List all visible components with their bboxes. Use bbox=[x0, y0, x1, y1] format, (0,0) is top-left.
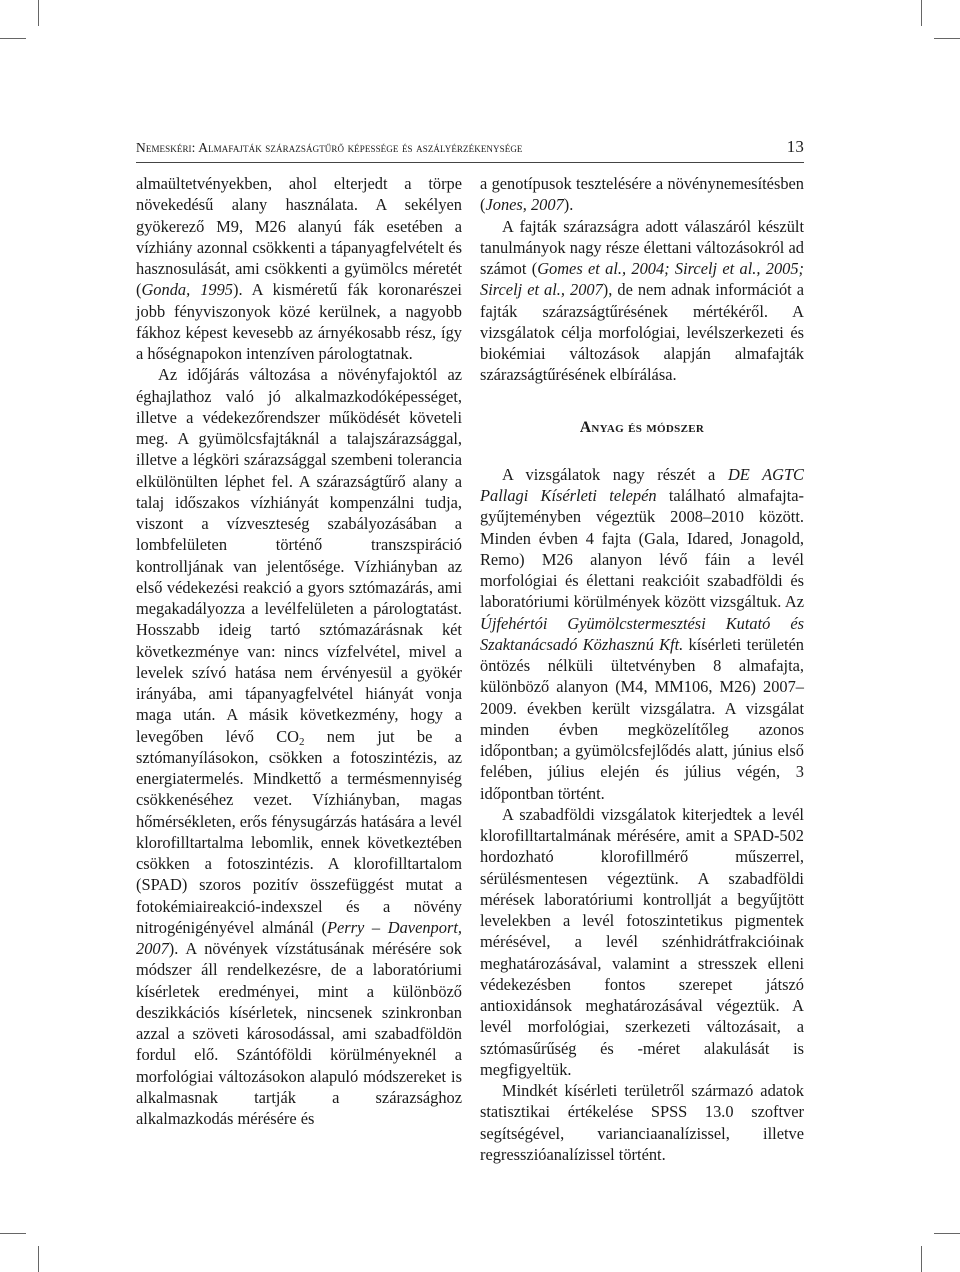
text-run: Az időjárás változása a növényfajoktól az éghajlathoz való jó alkalmazkodóképességet, illetve a védekezőrendszer működését követeli meg. A gyümölcsfajtáknál a talajszárazsággal, illetve a légköri szárazsággal szembeni tolerancia elkülönülten léphet fel. A szárazságtűrő alany a talaj időszakos vízhiányát kompenzálni tudja, viszont a vízveszteség szabályozásában a lombfelületen történő transzspiráció kontrolljának van jelentősége. Vízhiányban az első védekezési reakció a gyors sztómazárás, ami megakadályozza a levélfelületen a párologtatást. Hosszabb ideig tartó sztómazárásnak két következménye van: nincs vízfelvétel, mivel a levelek szívó hatása nem érvényesül a gyökér irányába, ami tápanyagfelvétel hiányát vonja maga után. A másik következmény, hogy a levegőben lévő CO bbox=[136, 365, 462, 746]
crop-mark-top-right-horizontal bbox=[934, 38, 960, 39]
text-run: nem jut be a sztómanyílásokon, csökken a fotoszintézis, az energiatermelés. Mindkettő a termésmennyiség csökkenéséhez vezet. Vízhiányban, magas hőmérsékleten, erős fénysugárzás hatására a levél klorofilltartalma lebomlik, ennek következtében csökken a fotoszintézis. A klorofilltartalom (SPAD) szoros pozitív összefüggést mutat a fotokémiaireakció-indexszel és a növény nitrogénigényével almánál ( bbox=[136, 726, 462, 937]
text-run: kísérleti területén öntözés nélküli ültetvényben 8 almafajta, különböző alanyon (M4, MM106, M26) 2007–2009. években került vizsgálatra. A vizsgálat minden évben megközelítőleg azonos időpontban; a gyümölcsfejlődés alatt, június első felében, július elején és július végén, 3 időpontban történt. bbox=[480, 634, 804, 803]
crop-mark-top-left-vertical bbox=[38, 0, 39, 26]
text-run: A vizsgálatok nagy részét a bbox=[502, 464, 728, 484]
citation: Jones, 2007 bbox=[485, 195, 564, 215]
crop-mark-bottom-left-horizontal bbox=[0, 1233, 26, 1234]
text-run: ). A növények vízstátusának mérésére sok módszer áll rendelkezésre, de a laboratóriumi kísérletek eredményei, mint a különböző deszikkációs kísérletek, nincsenek szinkronban azzal a szöveti károsodással, ami szabadföldön fordul elő. Szántóföldi körülményeknél a morfológiai változásokon alapuló módszereket is alkalmasnak tartják a szárazsághoz alkalmazkodás mérésére és bbox=[136, 939, 462, 1128]
running-head bbox=[136, 137, 804, 156]
institution-name: Újfehértói Gyümölcstermesztési Kutató és Szaktanácsadó Közhasznú Kft. bbox=[480, 613, 804, 654]
paragraph: Mindkét kísérleti területről származó adatok statisztikai értékelése SPSS 13.0 szoftver segítségével, varianciaanalízissel, illetve regresszióanalízissel történt. bbox=[480, 1081, 804, 1164]
left-column bbox=[136, 173, 462, 1129]
paragraph bbox=[480, 464, 804, 804]
running-title: Nemeskéri: Almafajták szárazságtűrő képessége és aszályérzékenysége bbox=[136, 140, 523, 155]
crop-mark-bottom-right-horizontal bbox=[934, 1233, 960, 1234]
crop-mark-top-right-vertical bbox=[921, 0, 922, 26]
crop-mark-bottom-left-vertical bbox=[38, 1246, 39, 1272]
text-run: a genotípusok tesztelésére a növénynemesítésben ( bbox=[480, 174, 804, 215]
text-run: ). A kisméretű fák koronarészei jobb fényviszonyok közé kerülnek, a nagyobb fákhoz képest kevesebb az árnyékosabb rész, így a hőségnapokon intenzíven párologtatnak. bbox=[136, 280, 462, 363]
section-heading: Anyag és módszer bbox=[579, 418, 705, 436]
text-run: található almafajta-gyűjteményben végeztük 2008–2010 között. Minden évben 4 fajta (Gala, Idared, Jonagold, Remo) M26 alanyon lévő fáin a levél morfológiai és élettani reakcióit szabadföldi és laboratóriumi körülmények között vizsgáltuk. Az bbox=[480, 486, 804, 612]
institution-name: DE AGTC Pallagi Kísérleti telepén bbox=[480, 464, 804, 505]
text-run: ), de nem adnak információt a fajták szárazságtűrésének mértékéről. A vizsgálatok célja morfológiai, levélszerkezeti és biokémiai változások alapján almafajták szárazságtűrésének elbírálása. bbox=[480, 280, 805, 385]
page-number: 13 bbox=[786, 137, 804, 156]
text-run: almaültetvényekben, ahol elterjedt a törpe növekedésű alany használata. A sekélyen gyökerező M9, M26 alanyú fák esetében a vízhiány azonnal csökkenti a tápanyagfelvételt és hasznosulását, ami csökkenti a gyümölcs méretét ( bbox=[136, 174, 462, 300]
citation: Gomes et al., 2004; Sircelj et al., 2005; Sircelj et al., 2007 bbox=[480, 259, 804, 300]
paragraph: A szabadföldi vizsgálatok kiterjedtek a levél klorofilltartalmának mérésére, amit a SPAD-502 hordozható klorofillmérő műszerrel, sérülésmentesen végeztünk. A szabadföldi mérések laboratóriumi kontrollját a begyűjtött levelekben a levél fotoszintetikus pigmentek mérésével, a levél szénhidrátfrakcióinak meghatározásával, valamint a stresszek elleni védekezésben fontos szerepet játszó antioxidánsok meghatározásával végeztük. A levél morfológiai, szerkezeti változásait, a sztómasűrűség és -méret alakulását is megfigyeltük. bbox=[480, 804, 804, 1079]
paragraph bbox=[136, 364, 462, 1129]
subscript: 2 bbox=[298, 735, 305, 748]
text-run: A fajták szárazságra adott válaszáról készült tanulmányok nagy része élettani változásokról ad számot ( bbox=[480, 216, 804, 278]
paragraph bbox=[136, 173, 462, 364]
paragraph bbox=[480, 173, 804, 216]
citation: Perry – Davenport, 2007 bbox=[136, 917, 462, 958]
crop-mark-top-left-horizontal bbox=[0, 38, 26, 39]
crop-mark-bottom-right-vertical bbox=[921, 1246, 922, 1272]
citation: Gonda, 1995 bbox=[141, 280, 233, 300]
header-rule bbox=[136, 162, 804, 163]
text-run: ). bbox=[563, 195, 574, 215]
paragraph bbox=[480, 216, 804, 386]
right-column bbox=[480, 173, 804, 1165]
